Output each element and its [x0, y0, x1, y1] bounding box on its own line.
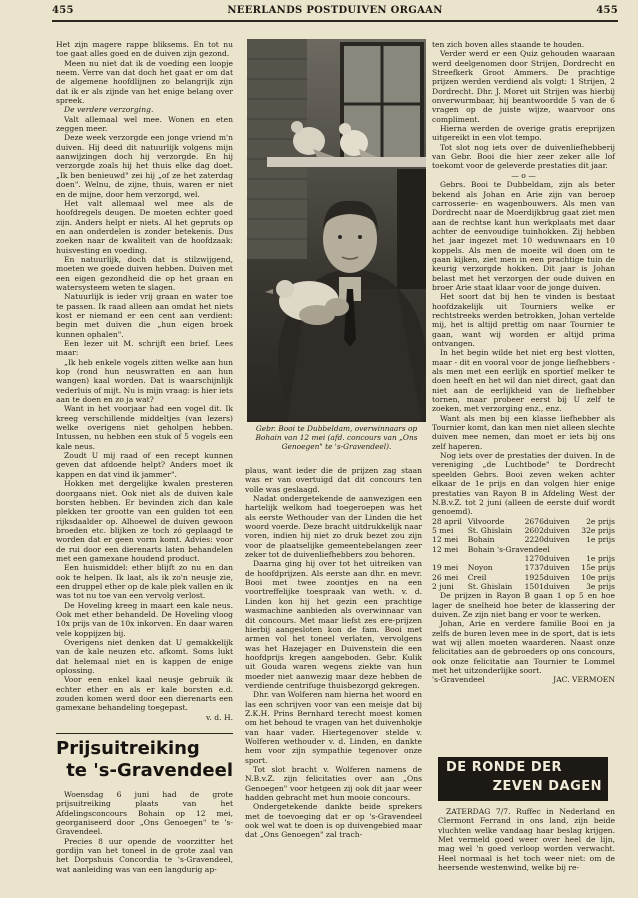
result-unit: duiven	[543, 553, 570, 563]
result-date: 2 juni	[432, 581, 454, 591]
paragraph: Het valt allemaal wel mee als de hoofdregels deugen. De moeten echter goed zijn. Anders helpt er niets. Al het gepruts op en aan onderdelen is zonder betekenis. Dus zoeken naar de kwaliteit van de hoofdzaak: huisvesting en voeding.	[56, 198, 233, 255]
table-row	[432, 554, 615, 563]
paragraph: De prijzen in Rayon B gaan 1 op 5 en hoe lager de snelheid hoe beter de klassering der duiven. Ze zijn niet bang er voor te werken.	[432, 591, 615, 619]
result-place: Creil	[467, 572, 487, 582]
publication-title: NEERLANDS POSTDUIVEN ORGAAN	[227, 5, 443, 16]
result-date	[432, 554, 468, 563]
table-row	[432, 526, 615, 535]
column-left-prize-article	[56, 790, 233, 874]
result-unit: duiven	[543, 525, 570, 535]
paragraph: Nog iets over de prestaties der duiven. In de vereniging „de Luchtbode" te Dordrecht speelden Gebrs. Booi zeven weken achter elkaar de 1e prijs en dan volgen hier enige prestaties van Rayon B in Afdeling West der N.B.v.Z. tot 2 juni (alleen de eerste duif wordt genoemd).	[432, 451, 615, 517]
result-place	[468, 554, 521, 563]
result-count: 1501	[524, 581, 544, 591]
paragraph: ZATERDAG 7/7. Ruffec in Nederland en Clermont Ferrand in ons land, zijn beide vluchten welke vandaag haar beslag krijgen. Met vermeld goed weer over heel de lijn, mag wel 'n goed verloop worden verwacht. Heel normaal is het toch weer niet: om de heersende westenwind, welke bij re-	[438, 807, 615, 873]
subheading: De verdere verzorging.	[64, 105, 154, 115]
result-place: Bohain 's-Gravendeel	[467, 544, 550, 554]
paragraph: Nadat ondergetekende de aanwezigen een hartelijk welkom had toegeroepen was het als eerste Wethouder van der Linden die het woord voerde. Deze bracht uitdrukkelijk naar voren, indien hij niet zo druk bezet zou zijn voor de plaatselijke gemeentebelangen zeer zeker tot de duivenliefhebbers zou behoren.	[245, 494, 422, 560]
headline-line-2: te 's-Gravendeel	[66, 760, 233, 781]
result-prize: 1e prijs	[586, 553, 615, 563]
paragraph: Woensdag 6 juni had de grote prijsuitreiking plaats van het Afdelingsconcours Bohain op 12 mei, georganiseerd door „Ons Genoegen" te 's-Gravendeel.	[56, 790, 233, 837]
result-unit: duiven	[543, 535, 570, 545]
column-left-article	[56, 40, 233, 722]
result-prize: 2e prijs	[586, 516, 615, 526]
section-separator: — o —	[511, 170, 536, 180]
result-place: Vilvoorde	[467, 516, 505, 526]
banner-line-2: ZEVEN DAGEN	[492, 779, 602, 794]
result-date: 26 mei	[432, 572, 459, 582]
paragraph: In het begin wilde het niet erg best vlotten, maar - dit en vooral voor de jonge liefhebbers - als men met een eerlijk en sportief melker te doen heeft en het wil dan niet direct, gaat dan niet aan de eerlijkheid van de liefhebber tornen, maar probeer eerst bij U zelf te zoeken, met verzorging enz., enz.	[432, 348, 615, 414]
column-right-article	[432, 40, 615, 685]
paragraph: Het zijn magere rappe bliksems. En tot nu toe gaat alles goed en de duiven zijn gezond.	[56, 40, 233, 59]
paragraph: „Ik heb enkele vogels zitten welke aan hun kop (rond hun neuswratten en aan hun wangen) kaal worden. Dat is waarschijnlijk vederluis of mijt. Nu is mijn vraag: is hier iets aan te doen en zo ja wat?	[56, 357, 233, 405]
page-number-right: 455	[596, 5, 618, 16]
paragraph: Voor een enkel kaal neusje gebruik ik echter ether en als er kale borsten e.d. zouden komen werd door een dierenarts een gamexane behandeling toegepast.	[56, 675, 233, 713]
result-place: St. Ghislain	[467, 525, 513, 535]
paragraph: Tot slot bracht v. Wolferen namens de N.B.v.Z. zijn felicitaties over aan „Ons Genoegen" voor hetgeen zij ook dit jaar weer hadden gebracht met hun mooie concours.	[245, 765, 422, 803]
paragraph: Johan, Arie en verdere familie Booi en ja zelfs de buren leven mee in de sport, dat is iets wat wij allen moeten waarderen. Naast onze felicitaties aan de gebroeders op ons concours, ook onze felicitatie aan Tournier te Lommel met het uitzonderlijke soort.	[432, 619, 615, 676]
paragraph: En natuurlijk, doch dat is stilzwijgend, moeten we goede duiven hebben. Duiven met een eigen gezondheid die op het graan en watersysteem weten te slagen.	[56, 254, 233, 292]
result-prize: 3e prijs	[586, 581, 615, 591]
photo-pigeon-fanciers	[247, 39, 426, 422]
result-place: Bohain	[467, 535, 495, 545]
paragraph: Daarna ging hij over tot het uitreiken van de hoofdprijzen. Als eerste aan dhr. en mevr. Booi met twee zoontjes en na een voortreffelijke toespraak van weth. v. d. Linden kon hij het gezin een prachtige wasmachine aanbieden als overwinnaar van dit concours. Met maar liefst zes ere-prijzen hierbij aangesloten kon de fam. Booi met armen vol het toneel verlaten, vervolgens was het Hazejager en Duivenstein die een hoofdprijs kregen aangeboden. Gebr. Kulik uit Gouda waren wegens ziekte van hun moeder niet aanwezig maar deze hebben de verdiende centrifuge thuisbezorgd gekregen.	[245, 559, 422, 690]
result-prize: 1e prijs	[586, 535, 615, 545]
page-number-left: 455	[52, 5, 74, 16]
paragraph: Want in het voorjaar had een vogel dit. Ik kreeg verschillende middeltjes (van lezers) welke overigens niet geholpen hebben. Intussen, nu hebben een stuk of 5 vogels een kale neus.	[56, 404, 233, 451]
header-rule	[52, 20, 618, 22]
paragraph: Valt allemaal wel mee. Wonen en eten zeggen meer.	[56, 114, 233, 134]
result-count: 2220	[524, 535, 544, 545]
paragraph: ten zich boven alles staande te houden.	[432, 40, 585, 49]
result-date: 28 april	[432, 516, 462, 526]
table-row	[432, 517, 615, 526]
author-signature: v. d. H.	[206, 712, 233, 722]
paragraph: Een huismiddel: ether blijft zo nu en dan ook te helpen. Ik laat, als ik zo'n neusje zie, een druppel ether op de kale plek vallen en ik was tot nu toe van een vervolg verlost.	[56, 563, 233, 601]
table-row	[432, 573, 615, 582]
result-prize: 32e prijs	[581, 525, 615, 535]
photo-caption: Gebr. Booi te Dubbeldam, overwinnaars op Bohain van 12 mei (afd. concours van „Ons Genoegen" te 's-Gravendeel).	[255, 424, 418, 452]
signature-name: JAC. VERMOEN	[553, 675, 615, 685]
paragraph: Verder werd er een Quiz gehouden waaraan werd deelgenomen door Strijen, Dordrecht en Streefkerk Groot Ammers. De prachtige prijzen werden verdiend als volgt: 1 Strijen, 2 Dordrecht. Dhr. J. Moret uit Strijen was hierbij onverwurmbaar, hij beantwoordde 5 van de 6 vragen op de juiste wijze, waarvoor ons compliment.	[432, 49, 615, 124]
table-row	[432, 545, 615, 554]
result-place: Noyon	[467, 563, 493, 573]
result-unit: duiven	[543, 516, 570, 526]
result-date: 12 mei	[432, 544, 459, 554]
paragraph: Natuurlijk is ieder vrij graan en water toe te passen. Ik raad alleen aan omdat het niets kost er niemand er een cent aan verdient: begin met duiven die „hun eigen broek kunnen ophalen".	[56, 292, 233, 339]
paragraph: Dhr. van Wolferen nam hierna het woord en las een schrijven voor van een meisje dat bij Z.K.H. Prins Bernhard terecht moest komen om het behoud te vragen van het duivenhokje van haar vader. Hiertegenover stelde v. Wolferen wethouder v. d. Linden, en dankte hem voor zijn sympathie tegenover onze sport.	[245, 690, 422, 765]
paragraph: Meen nu niet dat ik de voeding een loopje neem. Verre van dat doch het gaat er om dat de algemene hoofdlijnen zo belangrijk zijn dat ik er als zijnde van het enige belang over spreek.	[56, 58, 233, 106]
table-row	[432, 535, 615, 544]
result-count: 2676	[524, 516, 544, 526]
result-date: 5 mei	[432, 525, 454, 535]
headline-line-1: Prijsuitreiking	[56, 738, 200, 759]
result-count: 1737	[524, 563, 544, 573]
result-date: 12 mei	[432, 535, 459, 545]
column-right-race-article	[438, 807, 615, 872]
result-prize: 10e prijs	[581, 572, 615, 582]
banner-line-1: DE RONDE DER	[446, 760, 563, 775]
paragraph: Want als men bij een klasse liefhebber als Tournier komt, dan kan men niet alleen slechte duiven mee nemen, dan moet er iets bij ons zelf haperen.	[432, 413, 615, 451]
paragraph: De Hoveling kreeg in maart een kale neus. Ook met ether behandeld. De Hoveling vloog 10x prijs van de 10x inkorven. En daar waren vele koppijzen bij.	[56, 600, 233, 638]
result-count: 1925	[524, 572, 544, 582]
paragraph: Een lezer uit M. schrijft een brief. Lees maar:	[56, 339, 233, 358]
result-place: St. Ghislain	[467, 581, 513, 591]
paragraph: Hokken met dergelijke kwalen presteren doorgaans niet. Ook niet als de duiven kale borsten hebben. Er bevinden zich dan kale plekken ter grootte van een gulden tot een rijksdaalder op. Alhoewel de duiven gewoon broeden etc. blijken ze toch zó geplaagd te worden dat er geen vorm komt. Advies: voor de rui door een dierenarts laten behandelen met een gamexane houdend product.	[56, 479, 233, 563]
paragraph: Deze week verzorgde een jonge vriend m'n duiven. Hij deed dit natuurlijk volgens mijn aanwijzingen doch hij verzorgde. En hij verzorgde zoals hij het thuis elke dag doet. „Ik ben benieuwd" zei hij „of ze het zaterdag doen". Welnu, de zijne, thuis, waren er niet en de mijne, door hem verzorgd, wel.	[56, 133, 233, 199]
paragraph: Overigens niet denken dat U gemakkelijk van de kale neuzen etc. afkomt. Soms lukt dat helemaal niet en is kappen de enige oplossing.	[56, 638, 233, 676]
paragraph: Tot slot nog iets over de duivenliefhebberij van Gebr. Booi die hier zeer zeker alle lof toekomt voor de geleverde prestaties dit jaar.	[432, 142, 615, 171]
paragraph: Zoudt U mij raad of een recept kunnen geven dat afdoende helpt? Anders moet ik kappen en dat vind ik jammer".	[56, 451, 233, 479]
paragraph: Precies 8 uur opende de voorzitter het gordijn van het toneel in de grote zaal van het Dorpshuis Concordia te 's-Gravendeel, wat aanleiding was van een langdurig ap-	[56, 836, 233, 874]
photo-illustration	[247, 39, 426, 422]
result-count: 1270	[524, 553, 544, 563]
paragraph: Het soort dat bij hen te vinden is bestaat hoofdzakelijk uit Tourniers welke er rechtstreeks werden betrokken, Johan vertelde mij, het is altijd prettig om naar Tournier te gaan, want wij worden er altijd prima ontvangen.	[432, 292, 615, 348]
result-count: 2602	[524, 525, 544, 535]
paragraph: Gebrs. Booi te Dubbeldam, zijn als beter bekend als Johan en Arie zijn van beroep carrosserie- en wagenbouwers. Als men van Dordrecht naar de Moerdijkbrug gaat ziet men aan de rechtse kant hun werkplaats met daar achter de eenvoudige tuinhokken. Zij hebben het jaar ingezet met 10 weduwnaars en 10 koppels. Als men de moeite wil doen om te gaan kijken, ziet men in een prachtige tuin de keurig verzorgde hokken. Dit jaar is Johan belast met het verzorgen der oude duiven en broer Arie staat klaar voor de jonge duiven.	[432, 180, 615, 292]
result-unit: duiven	[543, 581, 570, 591]
result-unit: duiven	[543, 572, 570, 582]
result-prize: 15e prijs	[581, 563, 615, 573]
author-signature	[432, 675, 615, 684]
running-header	[52, 5, 618, 21]
paragraph: Hierna werden de overige gratis ereprijzen uitgereikt in een vlot tempo.	[432, 124, 615, 143]
result-date: 19 mei	[432, 563, 459, 573]
paragraph: Ondergetekende dankte beide sprekers met de toevoeging dat er op 's-Gravendeel ook wel wat te doen is op duivengebied maar dat „Ons Genoegen" zal trach-	[245, 802, 422, 840]
table-row	[432, 563, 615, 572]
results-table	[432, 517, 615, 592]
table-row	[432, 582, 615, 591]
article-headline	[56, 738, 233, 782]
column-middle-article	[245, 466, 422, 840]
signature-place: 's-Gravendeel	[432, 675, 485, 685]
section-banner	[438, 757, 608, 801]
result-unit: duiven	[543, 563, 570, 573]
headline-rule	[56, 733, 233, 734]
paragraph: plaus, want ieder die de prijzen zag staan was er van overtuigd dat dit concours ten volle was geslaagd.	[245, 466, 422, 494]
